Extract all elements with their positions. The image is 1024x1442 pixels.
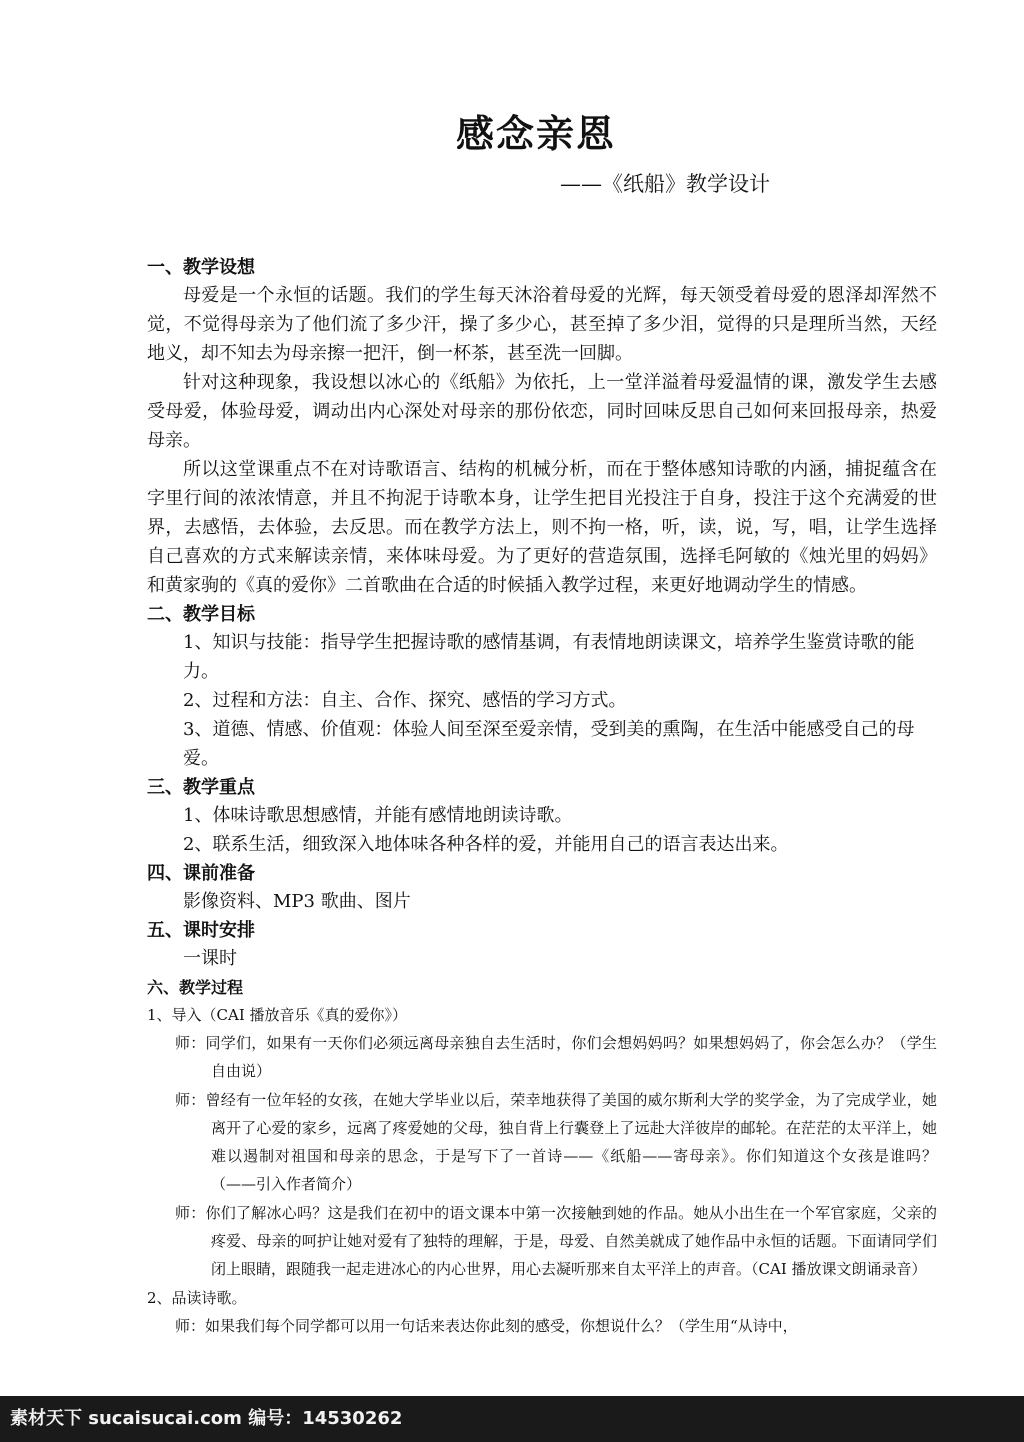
section-heading-6: 六、教学过程: [147, 978, 244, 997]
list-item: 2、联系生活，细致深入地体味各种各样的爱，并能用自己的语言表达出来。: [183, 834, 789, 855]
section-text: 影像资料、MP3 歌曲、图片: [183, 891, 411, 912]
section-heading-4: 四、课前准备: [147, 863, 255, 884]
paragraph: 针对这种现象，我设想以冰心的《纸船》为依托，上一堂洋溢着母爱温情的课，激发学生去感受母爱，体验母爱，调动出内心深处对母亲的那份依恋，同时回味反思自己如何来回报母亲，热爱母亲。: [147, 372, 937, 451]
step-heading: 1、导入（CAI 播放音乐《真的爱你》）: [147, 1006, 408, 1024]
list-item: 2、过程和方法：自主、合作、探究、感悟的学习方式。: [183, 690, 627, 711]
dialog-paragraph: 师：曾经有一位年轻的女孩，在她大学毕业以后，荣幸地获得了美国的威尔斯利大学的奖学金，为了完成学业，她离开了心爱的家乡，远离了疼爱她的父母，独自背上行囊登上了远赴大洋彼岸的邮轮。在茫茫的太平洋上，她难以遏制对祖国和母亲的思念，于是写下了一首诗——《纸船——寄母亲》。你们知道这个女孩是谁吗？（——引入作者简介）: [175, 1091, 937, 1193]
document-subtitle: ——《纸船》教学设计: [560, 172, 770, 196]
list-item: 1、知识与技能：指导学生把握诗歌的感情基调，有表情地朗读课文，培养学生鉴赏诗歌的能力。: [183, 632, 915, 682]
section-heading-3: 三、教学重点: [147, 777, 255, 798]
section-heading-5: 五、课时安排: [147, 920, 255, 941]
section-text: 一课时: [183, 948, 237, 969]
document-body: [147, 254, 937, 1341]
dialog-paragraph: 师：你们了解冰心吗？这是我们在初中的语文课本中第一次接触到她的作品。她从小出生在一个军官家庭，父亲的疼爱、母亲的呵护让她对爱有了独特的理解，于是，母爱、自然美就成了她作品中永恒的话题。下面请同学们闭上眼睛，跟随我一起走进冰心的内心世界，用心去凝听那来自太平洋上的声音。（CAI 播放课文朗诵录音）: [175, 1204, 937, 1278]
paragraph: 母爱是一个永恒的话题。我们的学生每天沐浴着母爱的光辉，每天领受着母爱的恩泽却浑然不觉，不觉得母亲为了他们流了多少汗，操了多少心，甚至掉了多少泪，觉得的只是理所当然，天经地义，却不知去为母亲擦一把汗，倒一杯茶，甚至洗一回脚。: [147, 285, 937, 364]
document-title: 感念亲恩: [455, 112, 616, 156]
step-heading: 2、品读诗歌。: [147, 1289, 247, 1307]
list-item: 1、体味诗歌思想感情，并能有感情地朗读诗歌。: [183, 805, 573, 826]
dialog-paragraph: 师：同学们，如果有一天你们必须远离母亲独自去生活时，你们会想妈妈吗？如果想妈妈了，你会怎么办？（学生自由说）: [175, 1034, 937, 1080]
watermark-banner: 素材天下 sucaisucai.com 编号：14530262: [0, 1396, 1024, 1442]
section-heading-2: 二、教学目标: [147, 604, 255, 625]
paragraph: 所以这堂课重点不在对诗歌语言、结构的机械分析，而在于整体感知诗歌的内涵，捕捉蕴含在字里行间的浓浓情意，并且不拘泥于诗歌本身，让学生把目光投注于自身，投注于这个充满爱的世界，去感悟，去体验，去反思。而在教学方法上，则不拘一格，听，读，说，写，唱，让学生选择自己喜欢的方式来解读亲情，来体味母爱。为了更好的营造氛围，选择毛阿敏的《烛光里的妈妈》和黄家驹的《真的爱你》二首歌曲在合适的时候插入教学过程，来更好地调动学生的情感。: [147, 459, 937, 596]
section-heading-1: 一、教学设想: [147, 257, 255, 278]
dialog-paragraph: 师：如果我们每个同学都可以用一句话来表达你此刻的感受，你想说什么？（学生用“从诗中，: [175, 1317, 798, 1335]
list-item: 3、道德、情感、价值观：体验人间至深至爱亲情，受到美的熏陶，在生活中能感受自己的母爱。: [183, 719, 915, 769]
